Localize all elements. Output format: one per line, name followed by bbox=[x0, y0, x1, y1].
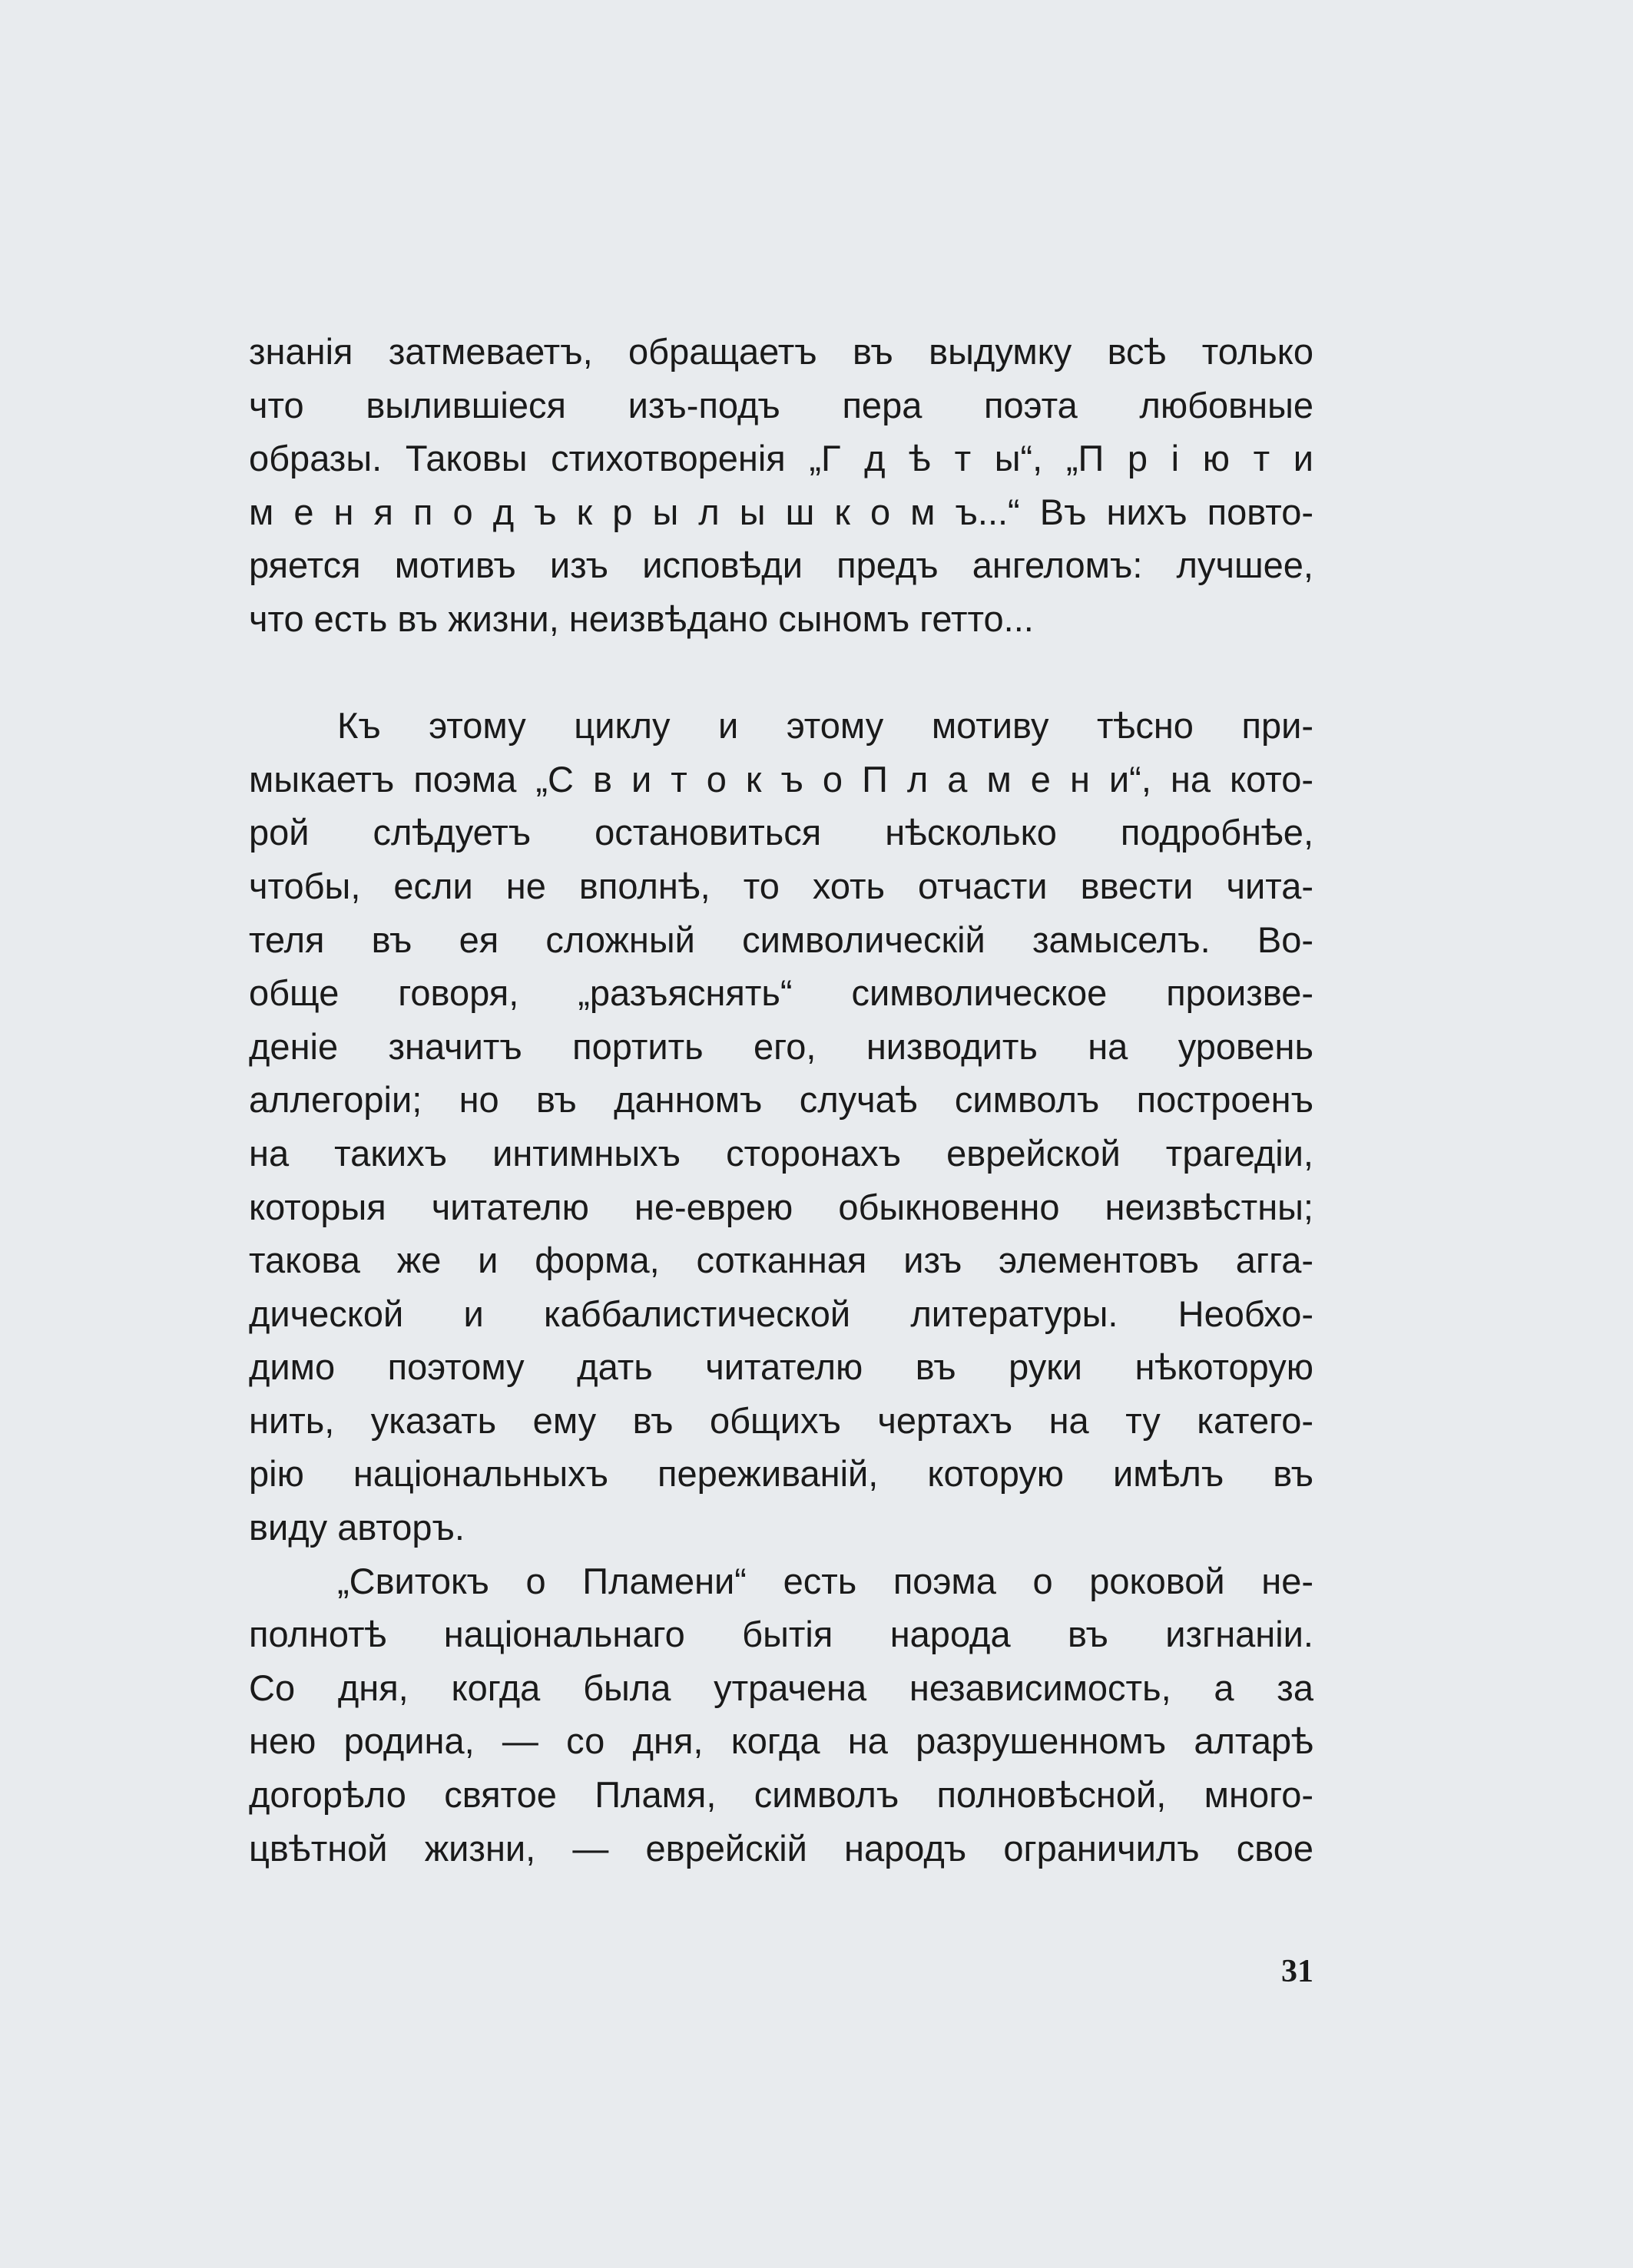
text-line: рой слѣдуетъ остановиться нѣсколько подробнѣе, bbox=[249, 812, 1313, 853]
text-line: такова же и форма, сотканная изъ элементовъ агга- bbox=[249, 1240, 1313, 1281]
paragraph bbox=[249, 1554, 1313, 1876]
text-line: что есть въ жизни, неизвѣдано сыномъ гетто... bbox=[249, 598, 1034, 639]
text-line: нить, указать ему въ общихъ чертахъ на ту катего- bbox=[249, 1399, 1313, 1441]
text-line: полнотѣ національнаго бытія народа въ изгнаніи. bbox=[249, 1614, 1313, 1655]
text-line: аллегоріи; но въ данномъ случаѣ символъ построенъ bbox=[249, 1079, 1313, 1121]
text-line: дической и каббалистической литературы. Необхо- bbox=[249, 1293, 1313, 1334]
text-line: нею родина, — со дня, когда на разрушенномъ алтарѣ bbox=[249, 1720, 1313, 1762]
text-line: на такихъ интимныхъ сторонахъ еврейской трагедіи, bbox=[249, 1132, 1313, 1174]
page-number: 31 bbox=[1281, 1954, 1313, 1989]
text-line: мыкаетъ поэма „С в и т о к ъ о П л а м е н и“, на кото- bbox=[249, 758, 1313, 800]
text-line: которыя читателю не-еврею обыкновенно неизвѣстны; bbox=[249, 1186, 1313, 1227]
text-line: ряется мотивъ изъ исповѣди предъ ангеломъ: лучшее, bbox=[249, 545, 1313, 586]
paragraph bbox=[249, 699, 1313, 1554]
text-line: „Свитокъ о Пламени“ есть поэма о роковой не- bbox=[337, 1560, 1313, 1601]
body-text bbox=[249, 325, 1313, 1875]
text-line: знанія затмеваетъ, обращаетъ въ выдумку всѣ только bbox=[249, 331, 1313, 372]
text-line: цвѣтной жизни, — еврейскій народъ ограничилъ свое bbox=[249, 1827, 1313, 1869]
text-line: догорѣло святое Пламя, символъ полновѣсной, много- bbox=[249, 1774, 1313, 1816]
text-line: Къ этому циклу и этому мотиву тѣсно при- bbox=[337, 705, 1313, 747]
paragraph bbox=[249, 325, 1313, 646]
text-line: образы. Таковы стихотворенія „Г д ѣ т ы“, „П р і ю т и bbox=[249, 438, 1313, 479]
text-line: виду авторъ. bbox=[249, 1507, 465, 1548]
text-line: димо поэтому дать читателю въ руки нѣкоторую bbox=[249, 1346, 1313, 1388]
text-line: Со дня, когда была утрачена независимость, а за bbox=[249, 1667, 1313, 1708]
text-line: что вылившіеся изъ-подъ пера поэта любовные bbox=[249, 384, 1313, 425]
text-line: деніе значитъ портить его, низводить на уровень bbox=[249, 1025, 1313, 1067]
text-line: обще говоря, „разъяснять“ символическое произве- bbox=[249, 972, 1313, 1014]
text-line: рію національныхъ переживаній, которую имѣлъ въ bbox=[249, 1453, 1313, 1495]
text-line: м е н я п о д ъ к р ы л ы ш к о м ъ...“ Въ нихъ повто- bbox=[249, 491, 1313, 532]
text-line: теля въ ея сложный символическій замыселъ. Во- bbox=[249, 919, 1313, 960]
text-line: чтобы, если не вполнѣ, то хоть отчасти ввести чита- bbox=[249, 865, 1313, 906]
